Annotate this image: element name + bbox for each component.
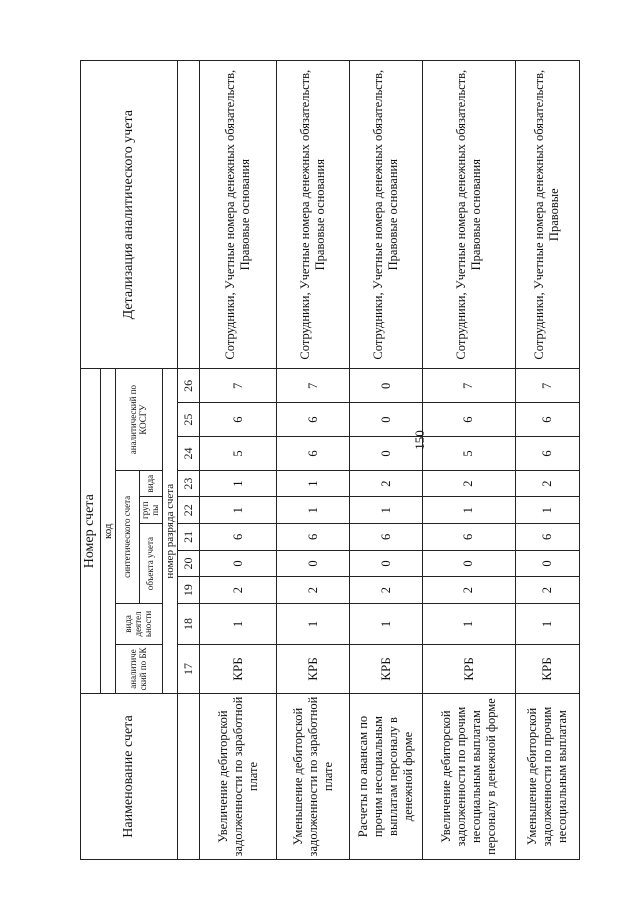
code-19-cell: 2 <box>277 577 350 604</box>
code-20-cell: 0 <box>423 550 515 577</box>
digit-19: 19 <box>177 577 199 604</box>
header-digit-blank <box>177 694 199 860</box>
page-number: 150 <box>412 430 427 450</box>
header-digit-number: номер разряда счета <box>162 369 177 694</box>
code-18-cell: 1 <box>423 603 515 644</box>
code-23-cell: 1 <box>277 470 350 497</box>
code-19-cell: 2 <box>199 577 276 604</box>
code-23-cell: 2 <box>515 470 579 497</box>
code-18-cell: 1 <box>277 603 350 644</box>
code-25-cell: 6 <box>515 403 579 437</box>
code-26-cell: 7 <box>199 369 276 403</box>
code-17-cell: КРБ <box>277 644 350 693</box>
digit-24: 24 <box>177 437 199 471</box>
digit-21: 21 <box>177 524 199 551</box>
account-name-cell: Уменьшение дебиторской задолженности по заработной плате <box>277 694 350 860</box>
account-name-cell: Уменьшение дебиторской задолженности по прочим несоциальным выплатам <box>515 694 579 860</box>
code-17-cell: КРБ <box>350 644 423 693</box>
accounts-table <box>80 60 580 860</box>
code-26-cell: 7 <box>515 369 579 403</box>
code-24-cell: 6 <box>515 437 579 471</box>
code-17-cell: КРБ <box>515 644 579 693</box>
code-26-cell: 7 <box>277 369 350 403</box>
code-23-cell: 2 <box>350 470 423 497</box>
table-row <box>199 61 276 860</box>
header-synthetic-account: синтетического счета <box>116 470 140 603</box>
table-row <box>515 61 579 860</box>
code-20-cell: 0 <box>277 550 350 577</box>
code-20-cell: 0 <box>515 550 579 577</box>
code-21-cell: 6 <box>199 524 276 551</box>
code-18-cell: 1 <box>350 603 423 644</box>
code-21-cell: 6 <box>277 524 350 551</box>
header-account-object: объекта учета <box>140 524 163 604</box>
rotated-table-wrapper <box>80 60 580 860</box>
detail-cell: Сотрудники, Учетные номера денежных обязательств, Правовые основания <box>199 61 276 369</box>
digit-18: 18 <box>177 603 199 644</box>
header-analytical-bk: аналитиче ский по БК <box>116 644 163 693</box>
code-25-cell: 6 <box>423 403 515 437</box>
digit-25: 25 <box>177 403 199 437</box>
code-18-cell: 1 <box>199 603 276 644</box>
digit-17: 17 <box>177 644 199 693</box>
digit-23: 23 <box>177 470 199 497</box>
header-activity-type: вида деятел ьности <box>116 603 163 644</box>
code-26-cell: 7 <box>423 369 515 403</box>
code-24-cell: 5 <box>199 437 276 471</box>
header-detail: Детализация аналитического учета <box>81 61 178 369</box>
code-24-cell: 0 <box>350 437 423 471</box>
code-20-cell: 0 <box>350 550 423 577</box>
code-24-cell: 5 <box>423 437 515 471</box>
code-21-cell: 6 <box>350 524 423 551</box>
header-code: код <box>101 369 116 694</box>
header-analytical-kosgu: аналитический по КОСГУ <box>116 369 163 470</box>
code-25-cell: 6 <box>277 403 350 437</box>
code-25-cell: 6 <box>199 403 276 437</box>
table-row <box>423 61 515 860</box>
code-22-cell: 1 <box>515 497 579 524</box>
digit-26: 26 <box>177 369 199 403</box>
detail-cell: Сотрудники, Учетные номера денежных обязательств, Правовые основания <box>423 61 515 369</box>
header-account-name: Наименование счета <box>81 694 178 860</box>
code-26-cell: 0 <box>350 369 423 403</box>
account-name-cell: Расчеты по авансам по прочим несоциальным выплатам персоналу в денежной форме <box>350 694 423 860</box>
code-22-cell: 1 <box>423 497 515 524</box>
code-20-cell: 0 <box>199 550 276 577</box>
code-17-cell: КРБ <box>199 644 276 693</box>
code-23-cell: 1 <box>199 470 276 497</box>
digit-22: 22 <box>177 497 199 524</box>
table-row <box>277 61 350 860</box>
account-name-cell: Увеличение дебиторской задолженности по заработной плате <box>199 694 276 860</box>
code-17-cell: КРБ <box>423 644 515 693</box>
code-22-cell: 1 <box>199 497 276 524</box>
detail-cell: Сотрудники, Учетные номера денежных обязательств, Правовые основания <box>350 61 423 369</box>
header-group: груп пы <box>140 497 163 524</box>
code-24-cell: 6 <box>277 437 350 471</box>
code-25-cell: 0 <box>350 403 423 437</box>
code-22-cell: 1 <box>350 497 423 524</box>
code-18-cell: 1 <box>515 603 579 644</box>
header-kind: вида <box>140 470 163 497</box>
code-19-cell: 2 <box>515 577 579 604</box>
header-detail-blank <box>177 61 199 369</box>
header-account-number: Номер счета <box>81 369 101 694</box>
code-21-cell: 6 <box>423 524 515 551</box>
code-19-cell: 2 <box>350 577 423 604</box>
code-21-cell: 6 <box>515 524 579 551</box>
detail-cell: Сотрудники, Учетные номера денежных обязательств, Правовые <box>515 61 579 369</box>
code-22-cell: 1 <box>277 497 350 524</box>
account-name-cell: Увеличение дебиторской задолженности по прочим несоциальным выплатам персоналу в денежной форме <box>423 694 515 860</box>
code-19-cell: 2 <box>423 577 515 604</box>
code-23-cell: 2 <box>423 470 515 497</box>
detail-cell: Сотрудники, Учетные номера денежных обязательств, Правовые основания <box>277 61 350 369</box>
digit-20: 20 <box>177 550 199 577</box>
table-row <box>350 61 423 860</box>
